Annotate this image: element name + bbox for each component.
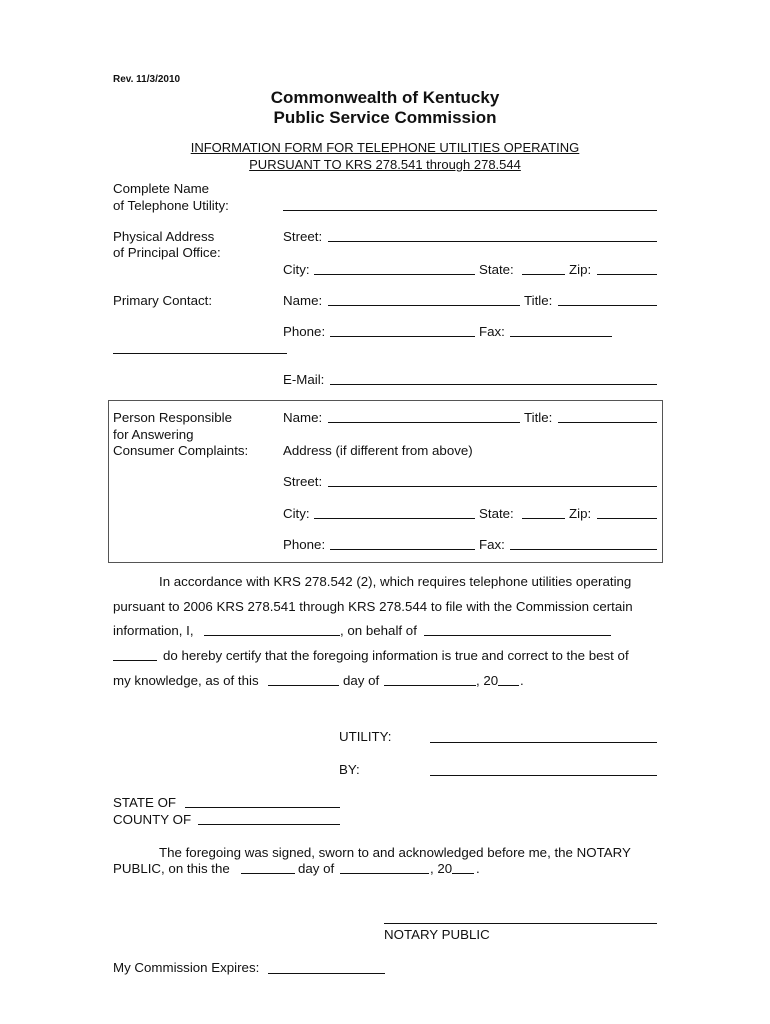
- cert-year-field[interactable]: [498, 685, 519, 686]
- form-subtitle: INFORMATION FORM FOR TELEPHONE UTILITIES OPERATING: [190, 140, 580, 155]
- contact-phone-field[interactable]: [330, 336, 475, 337]
- commission-expires-label: My Commission Expires:: [113, 960, 260, 975]
- street-label: Street:: [283, 229, 323, 244]
- complaints-title-label: Title:: [524, 410, 553, 425]
- contact-title-label: Title:: [524, 293, 553, 308]
- extra-blank-line[interactable]: [113, 353, 287, 354]
- state-of-field[interactable]: [185, 807, 340, 808]
- complaints-name-field[interactable]: [328, 422, 520, 423]
- notary-month-field[interactable]: [340, 873, 429, 874]
- complaints-zip-field[interactable]: [597, 518, 657, 519]
- contact-email-field[interactable]: [330, 384, 657, 385]
- complaints-city-field[interactable]: [314, 518, 475, 519]
- contact-email-label: E-Mail:: [283, 372, 325, 387]
- certification-on-behalf: , on behalf of: [340, 623, 417, 638]
- commission-expires-field[interactable]: [268, 973, 385, 974]
- certification-day-of: day of: [343, 673, 380, 688]
- complaints-phone-label: Phone:: [283, 537, 326, 552]
- city-label: City:: [283, 262, 310, 277]
- notary-year-prefix: , 20: [430, 861, 453, 876]
- utility-name-label-line2: of Telephone Utility:: [113, 198, 229, 213]
- utility-name-field[interactable]: [283, 210, 657, 211]
- address-label: Physical Address: [113, 229, 215, 244]
- revision-date: Rev. 11/3/2010: [113, 74, 181, 85]
- certification-line2: pursuant to 2006 KRS 278.541 through KRS 278.544 to file with the Commission certain: [113, 599, 633, 614]
- primary-contact-label: Primary Contact:: [113, 293, 213, 308]
- on-behalf-of-field[interactable]: [424, 635, 611, 636]
- notary-public-label: NOTARY PUBLIC: [384, 927, 490, 942]
- cert-day-field[interactable]: [268, 685, 339, 686]
- complaints-fax-label: Fax:: [479, 537, 505, 552]
- complaints-city-label: City:: [283, 506, 310, 521]
- state-of-label: STATE OF: [113, 795, 177, 810]
- zip-field[interactable]: [597, 274, 657, 275]
- certifier-name-field[interactable]: [204, 635, 340, 636]
- complaints-fax-field[interactable]: [510, 549, 657, 550]
- notary-day-of: day of: [298, 861, 335, 876]
- county-of-field[interactable]: [198, 824, 340, 825]
- county-of-label: COUNTY OF: [113, 812, 192, 827]
- contact-phone-label: Phone:: [283, 324, 326, 339]
- contact-name-label: Name:: [283, 293, 323, 308]
- state-field[interactable]: [522, 274, 565, 275]
- page-title: Commonwealth of Kentucky: [270, 88, 500, 107]
- complaints-state-label: State:: [479, 506, 514, 521]
- complaints-street-field[interactable]: [328, 486, 657, 487]
- certification-year-prefix: , 20: [476, 673, 499, 688]
- complaints-label: Person Responsible: [113, 410, 233, 425]
- complaints-phone-field[interactable]: [330, 549, 475, 550]
- utility-signature-label: UTILITY:: [339, 729, 392, 744]
- notary-statement-line2: PUBLIC, on this the: [113, 861, 230, 876]
- notary-statement-line1: The foregoing was signed, sworn to and acknowledged before me, the NOTARY: [159, 845, 631, 860]
- certification-period: .: [520, 673, 524, 688]
- complaints-street-label: Street:: [283, 474, 323, 489]
- contact-fax-label: Fax:: [479, 324, 505, 339]
- city-field[interactable]: [314, 274, 475, 275]
- complaints-title-field[interactable]: [558, 422, 657, 423]
- form-subtitle-line2: PURSUANT TO KRS 278.541 through 278.544: [249, 157, 521, 172]
- complaints-label-line2: for Answering: [113, 427, 194, 442]
- notary-period: .: [476, 861, 480, 876]
- zip-label: Zip:: [569, 262, 592, 277]
- certification-line3: information, I,: [113, 623, 194, 638]
- contact-name-field[interactable]: [328, 305, 520, 306]
- contact-title-field[interactable]: [558, 305, 657, 306]
- page-title-line2: Public Service Commission: [273, 108, 497, 127]
- utility-name-label: Complete Name: [113, 181, 210, 196]
- certification-line4: do hereby certify that the foregoing information is true and correct to the best of: [163, 648, 629, 663]
- street-field[interactable]: [328, 241, 657, 242]
- state-label: State:: [479, 262, 514, 277]
- complaints-address-note: Address (if different from above): [283, 443, 473, 458]
- complaints-state-field[interactable]: [522, 518, 565, 519]
- on-behalf-of-field-cont[interactable]: [113, 660, 157, 661]
- notary-signature-field[interactable]: [384, 923, 657, 924]
- complaints-label-line3: Consumer Complaints:: [113, 443, 249, 458]
- by-signature-label: BY:: [339, 762, 360, 777]
- utility-signature-field[interactable]: [430, 742, 657, 743]
- contact-fax-field[interactable]: [510, 336, 612, 337]
- certification-line1: In accordance with KRS 278.542 (2), which requires telephone utilities operating: [159, 574, 632, 589]
- complaints-name-label: Name:: [283, 410, 323, 425]
- complaints-zip-label: Zip:: [569, 506, 592, 521]
- by-signature-field[interactable]: [430, 775, 657, 776]
- address-label-line2: of Principal Office:: [113, 245, 221, 260]
- cert-month-field[interactable]: [384, 685, 476, 686]
- notary-year-field[interactable]: [452, 873, 474, 874]
- notary-day-field[interactable]: [241, 873, 295, 874]
- certification-line5: my knowledge, as of this: [113, 673, 259, 688]
